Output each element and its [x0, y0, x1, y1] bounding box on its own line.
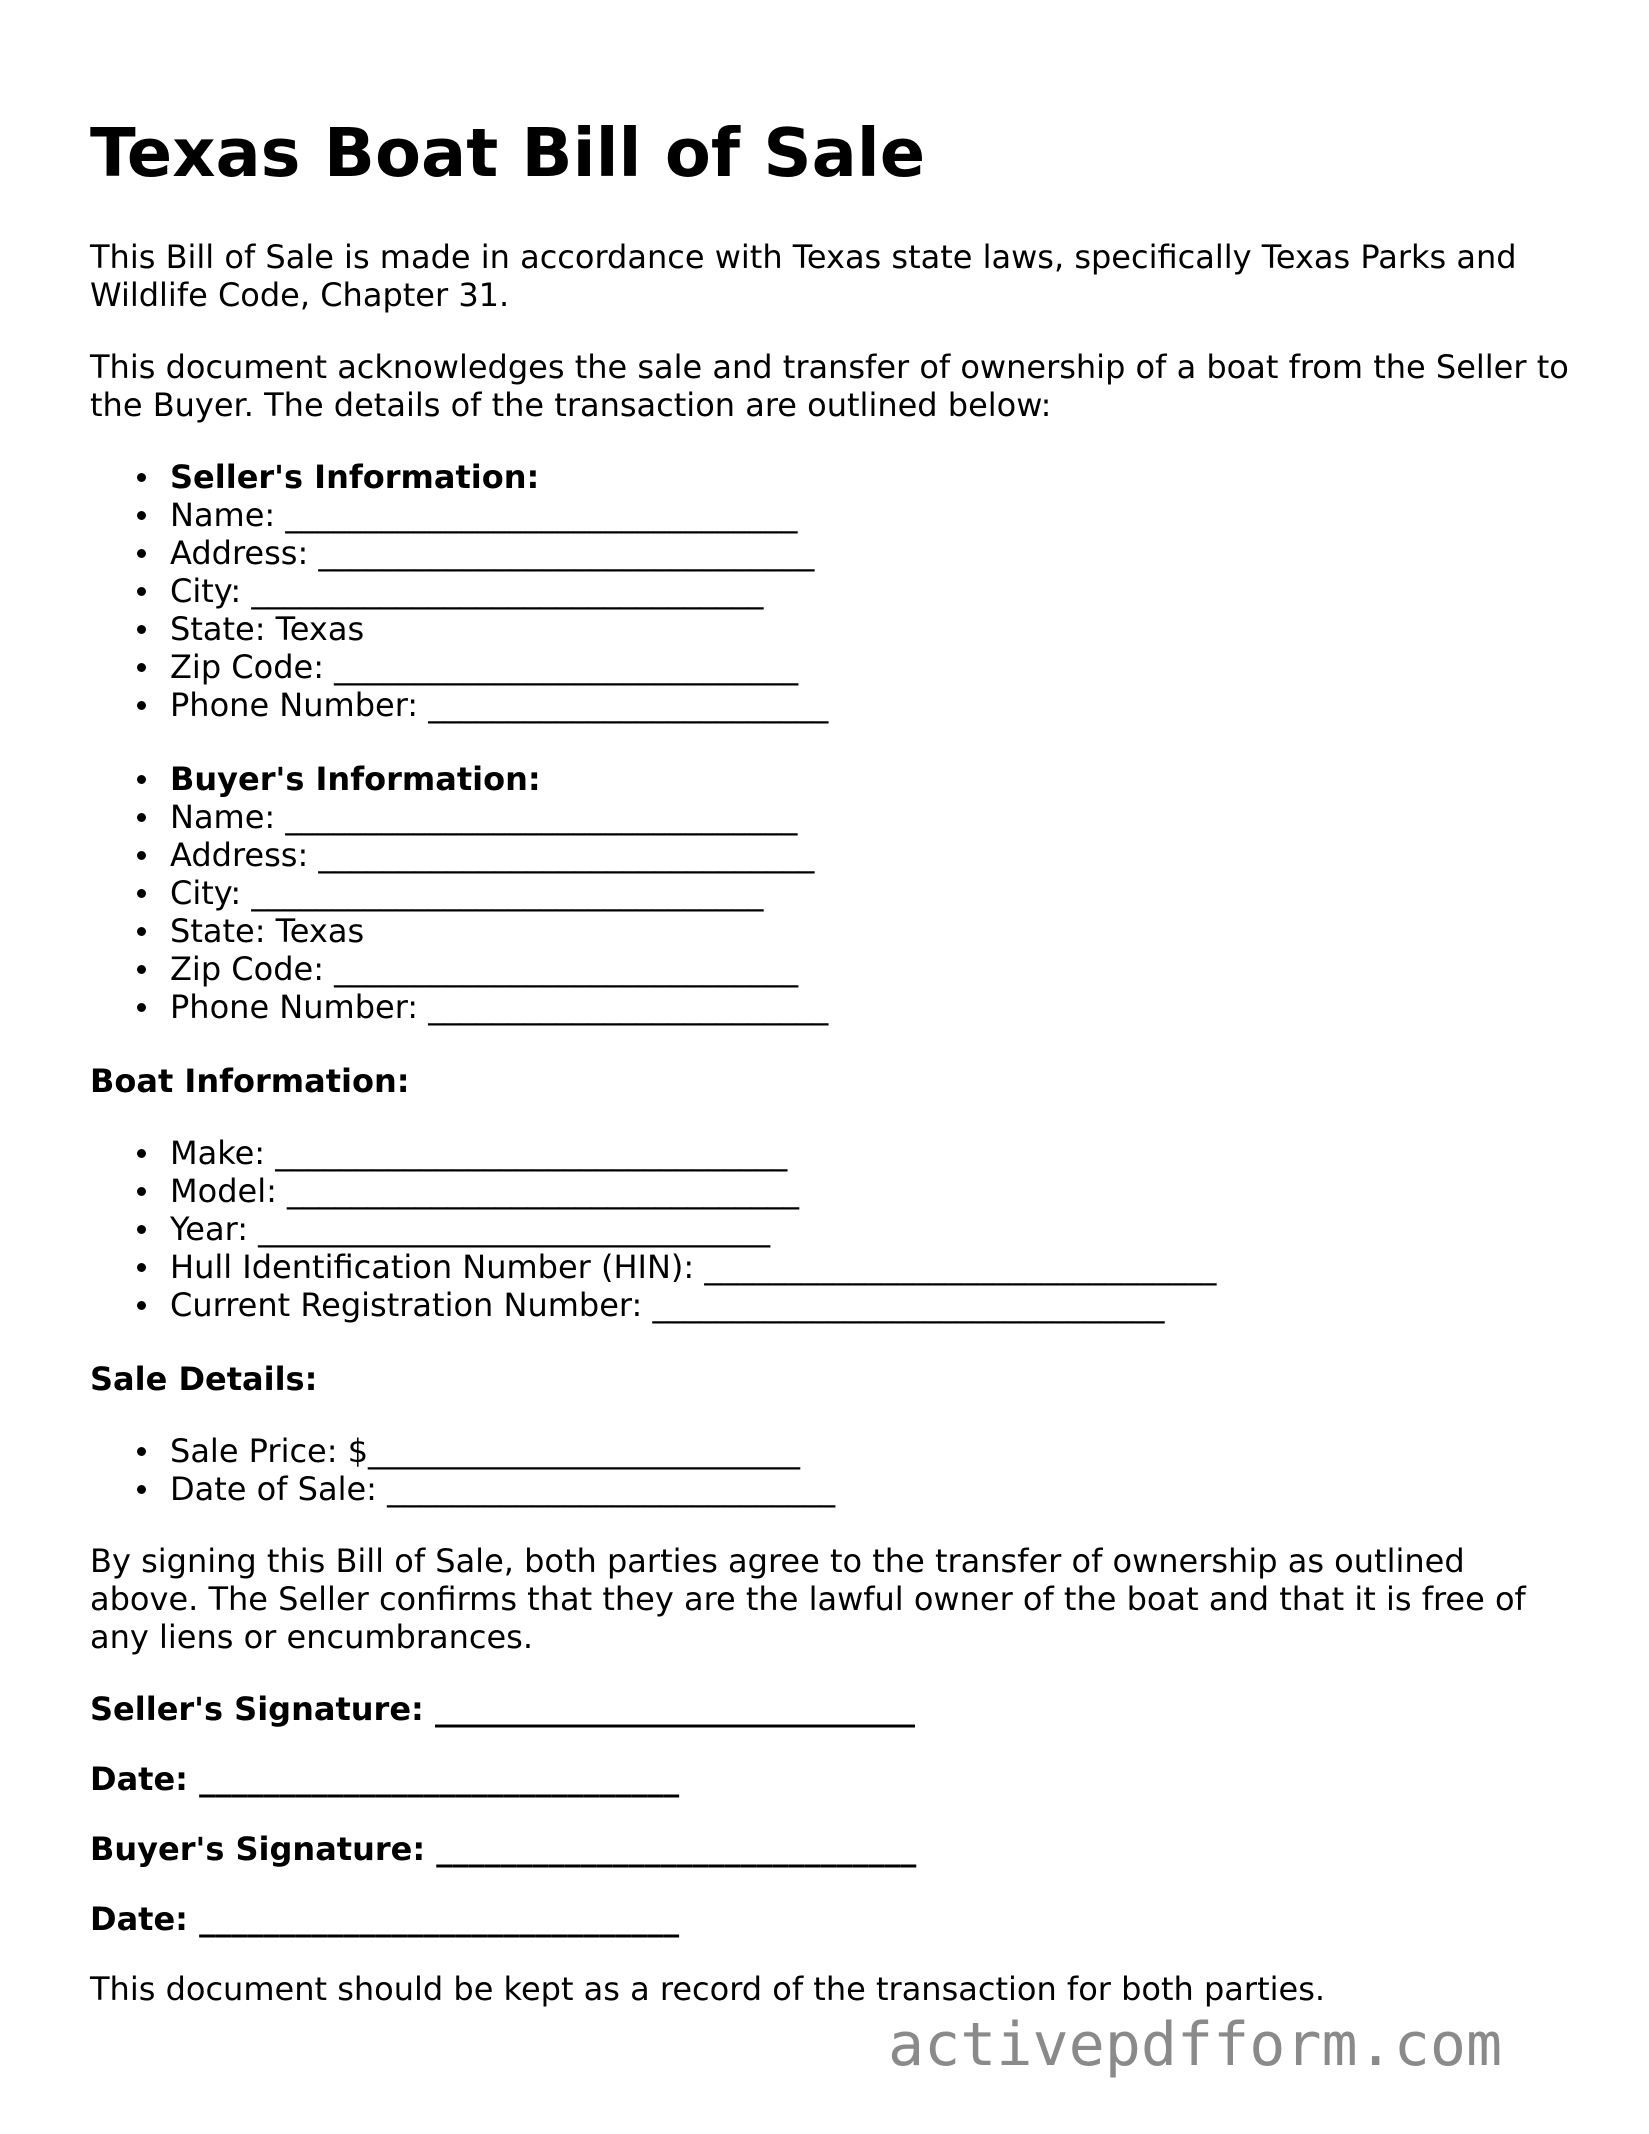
boat-hin-field[interactable]: Hull Identification Number (HIN): ________________________________ [170, 1248, 1217, 1286]
boat-make-field[interactable]: Make: ________________________________ [170, 1134, 1216, 1172]
boat-registration-field[interactable]: Current Registration Number: ________________________________ [170, 1286, 1216, 1324]
buyer-state-field: State: Texas [170, 912, 828, 950]
seller-state-field: State: Texas [170, 610, 828, 648]
seller-info-list [90, 458, 828, 724]
boat-info-list [90, 1134, 1216, 1324]
buyer-info-heading: Buyer's Information: [170, 760, 828, 798]
watermark-text: activepdfform.com [888, 2010, 1503, 2080]
seller-info-heading: Seller's Information: [170, 458, 828, 496]
buyer-address-field[interactable]: Address: _______________________________ [170, 836, 828, 874]
seller-signature-field[interactable]: Seller's Signature: ______________________________ [90, 1690, 915, 1728]
buyer-name-field[interactable]: Name: ________________________________ [170, 798, 828, 836]
seller-date-field[interactable]: Date: ______________________________ [90, 1760, 680, 1798]
boat-info-heading: Boat Information: [90, 1062, 410, 1100]
buyer-city-field[interactable]: City: ________________________________ [170, 874, 828, 912]
buyer-date-field[interactable]: Date: ______________________________ [90, 1900, 680, 1938]
footer-note: This document should be kept as a record of the transaction for both parties. [90, 1970, 1326, 2008]
document-title: Texas Boat Bill of Sale [90, 114, 926, 192]
sale-details-list [90, 1432, 835, 1508]
buyer-signature-field[interactable]: Buyer's Signature: ______________________________ [90, 1830, 917, 1868]
buyer-info-list [90, 760, 828, 1026]
seller-phone-field[interactable]: Phone Number: _________________________ [170, 686, 829, 724]
seller-city-field[interactable]: City: ________________________________ [170, 572, 828, 610]
intro-paragraph-1: This Bill of Sale is made in accordance with Texas state laws, specifically Texas Parks and Wildlife Code, Chapter 31. [90, 238, 1527, 314]
buyer-phone-field[interactable]: Phone Number: _________________________ [170, 988, 829, 1026]
buyer-zip-field[interactable]: Zip Code: _____________________________ [170, 950, 828, 988]
sale-details-heading: Sale Details: [90, 1360, 318, 1398]
seller-name-field[interactable]: Name: ________________________________ [170, 496, 828, 534]
sale-date-field[interactable]: Date of Sale: ____________________________ [170, 1470, 836, 1508]
intro-paragraph-2: This document acknowledges the sale and transfer of ownership of a boat from the Seller to the Buyer. The details of the transaction are outlined below: [90, 348, 1579, 424]
sale-price-field[interactable]: Sale Price: $___________________________ [170, 1432, 835, 1470]
agreement-paragraph: By signing this Bill of Sale, both parties agree to the transfer of ownership as outlined above. The Seller confirms that they are the lawful owner of the boat and that it is free of any liens or encumbrances. [90, 1542, 1536, 1656]
boat-year-field[interactable]: Year: ________________________________ [170, 1210, 1216, 1248]
boat-model-field[interactable]: Model: ________________________________ [170, 1172, 1216, 1210]
seller-address-field[interactable]: Address: _______________________________ [170, 534, 828, 572]
seller-zip-field[interactable]: Zip Code: _____________________________ [170, 648, 828, 686]
